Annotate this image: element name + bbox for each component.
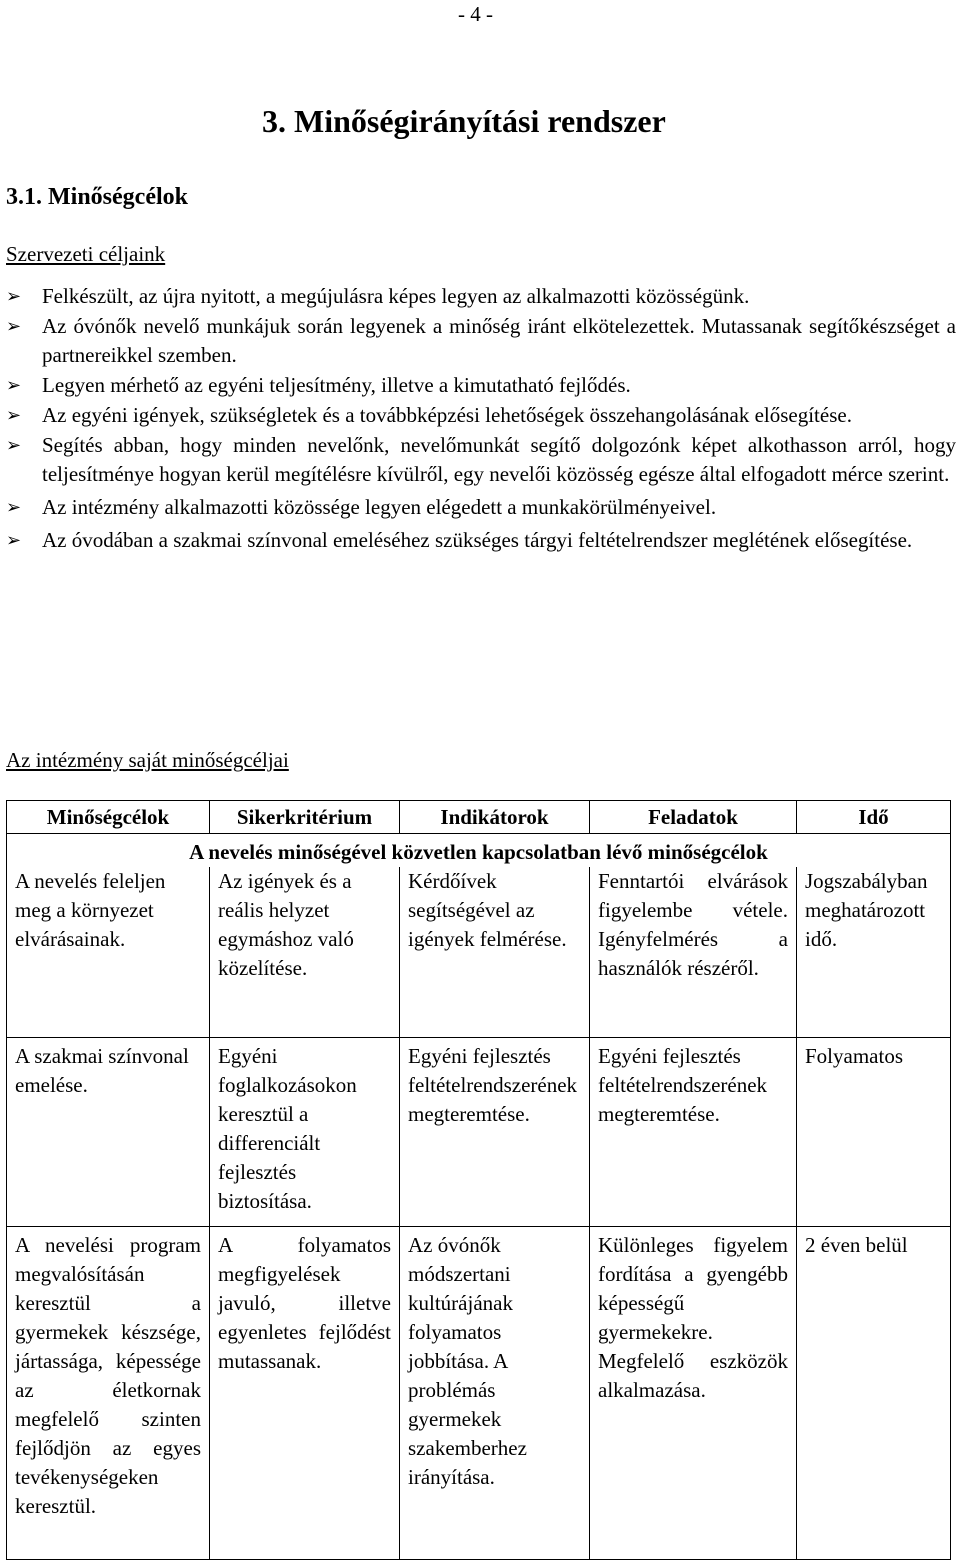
list-item: ➢ Segítés abban, hogy minden nevelőnk, nevelőmunkát segítő dolgozónk képet alkothasson arról, hogy teljesítménye hogyan kerül megítélésre kívülről, egy nevelői közösség egésze által elfogadott mérce szerint. [6,433,956,486]
table-cell: Kérdőívek segítségével az igények felmérése. [400,867,590,1037]
table-header-row [7,801,951,834]
table-cell: A nevelés feleljen meg a környezet elvárásainak. [7,867,210,1037]
table-cell: Az óvónők módszertani kultúrájának folyamatos jobbítása. A problémás gyermekek szakemberhez irányítása. [400,1226,590,1559]
table-cell: Az igények és a reális helyzet egymáshoz való közelítése. [210,867,400,1037]
quality-goals-table [6,800,951,1560]
list-item: ➢ Az egyéni igények, szükségletek és a továbbképzési lehetőségek összehangolásának elősegítése. [0,401,956,430]
task-text: Különleges figyelem fordítása a gyengébb képességű gyermekekre. [598,1232,788,1344]
table-cell: Egyéni foglalkozásokon keresztül a differenciált fejlesztés biztosítása. [210,1037,400,1226]
column-header: Idő [797,801,951,834]
task-text-extra: Megfelelő eszközök alkalmazása. [598,1348,788,1402]
group-row [7,834,951,868]
list-item: ➢ Az óvónők nevelő munkájuk során legyenek a minőség iránt elkötelezettek. Mutassanak segítőkészséget a partnereikkel szemben. [6,314,956,367]
table-cell: A nevelési program megvalósításán keresztül a gyermekek készsége, jártassága, képessége az életkornak megfelelő szinten fejlődjön az egyes tevékenységeken keresztül. [7,1226,210,1559]
table-row [7,1037,951,1226]
table-cell: Fenntartói elvárások figyelembe vétele. Igényfelmérés a használók részéről. [590,867,797,1037]
table-cell: 2 éven belül [797,1226,951,1559]
table-cell: A szakmai színvonal emelése. [7,1037,210,1226]
arrow-bullet-icon: ➢ [6,286,22,307]
table-cell: Egyéni fejlesztés feltételrendszerének megteremtése. [400,1037,590,1226]
table-row [7,1226,951,1559]
column-header: Sikerkritérium [210,801,400,834]
list-item: ➢ Az intézmény alkalmazotti közössége legyen elégedett a munkakörülményeivel. [0,493,956,522]
section-title: 3. Minőségirányítási rendszer [262,103,666,139]
list-item: ➢ Az óvodában a szakmai színvonal emeléséhez szükséges tárgyi feltételrendszer meglétének elősegítése. [0,526,956,555]
arrow-bullet-icon: ➢ [6,316,22,337]
org-goals-list [0,282,956,559]
inst-goals-heading: Az intézmény saját minőségcéljai [6,748,289,772]
table-cell: Folyamatos [797,1037,951,1226]
subsection-title: 3.1. Minőségcélok [6,184,188,210]
arrow-bullet-icon: ➢ [6,375,22,396]
table-cell: Jogszabályban meghatározott idő. [797,867,951,1037]
table-cell: Egyéni fejlesztés feltételrendszerének megteremtése. [590,1037,797,1226]
arrow-bullet-icon: ➢ [6,435,22,456]
page-number: - 4 - [458,2,493,26]
table-cell [590,1226,797,1559]
column-header: Minőségcélok [7,801,210,834]
group-title: A nevelés minőségével közvetlen kapcsolatban lévő minőségcélok [7,834,951,868]
list-item: ➢ Felkészült, az újra nyitott, a megújulásra képes legyen az alkalmazotti közösségünk. [0,282,956,311]
column-header: Indikátorok [400,801,590,834]
list-item: ➢ Legyen mérhető az egyéni teljesítmény, illetve a kimutatható fejlődés. [0,371,956,400]
arrow-bullet-icon: ➢ [6,530,22,551]
table-cell: A folyamatos megfigyelések javuló, illetve egyenletes fejlődést mutassanak. [210,1226,400,1559]
arrow-bullet-icon: ➢ [6,405,22,426]
column-header: Feladatok [590,801,797,834]
table-row [7,867,951,1037]
arrow-bullet-icon: ➢ [6,497,22,518]
org-goals-heading: Szervezeti céljaink [6,242,166,266]
